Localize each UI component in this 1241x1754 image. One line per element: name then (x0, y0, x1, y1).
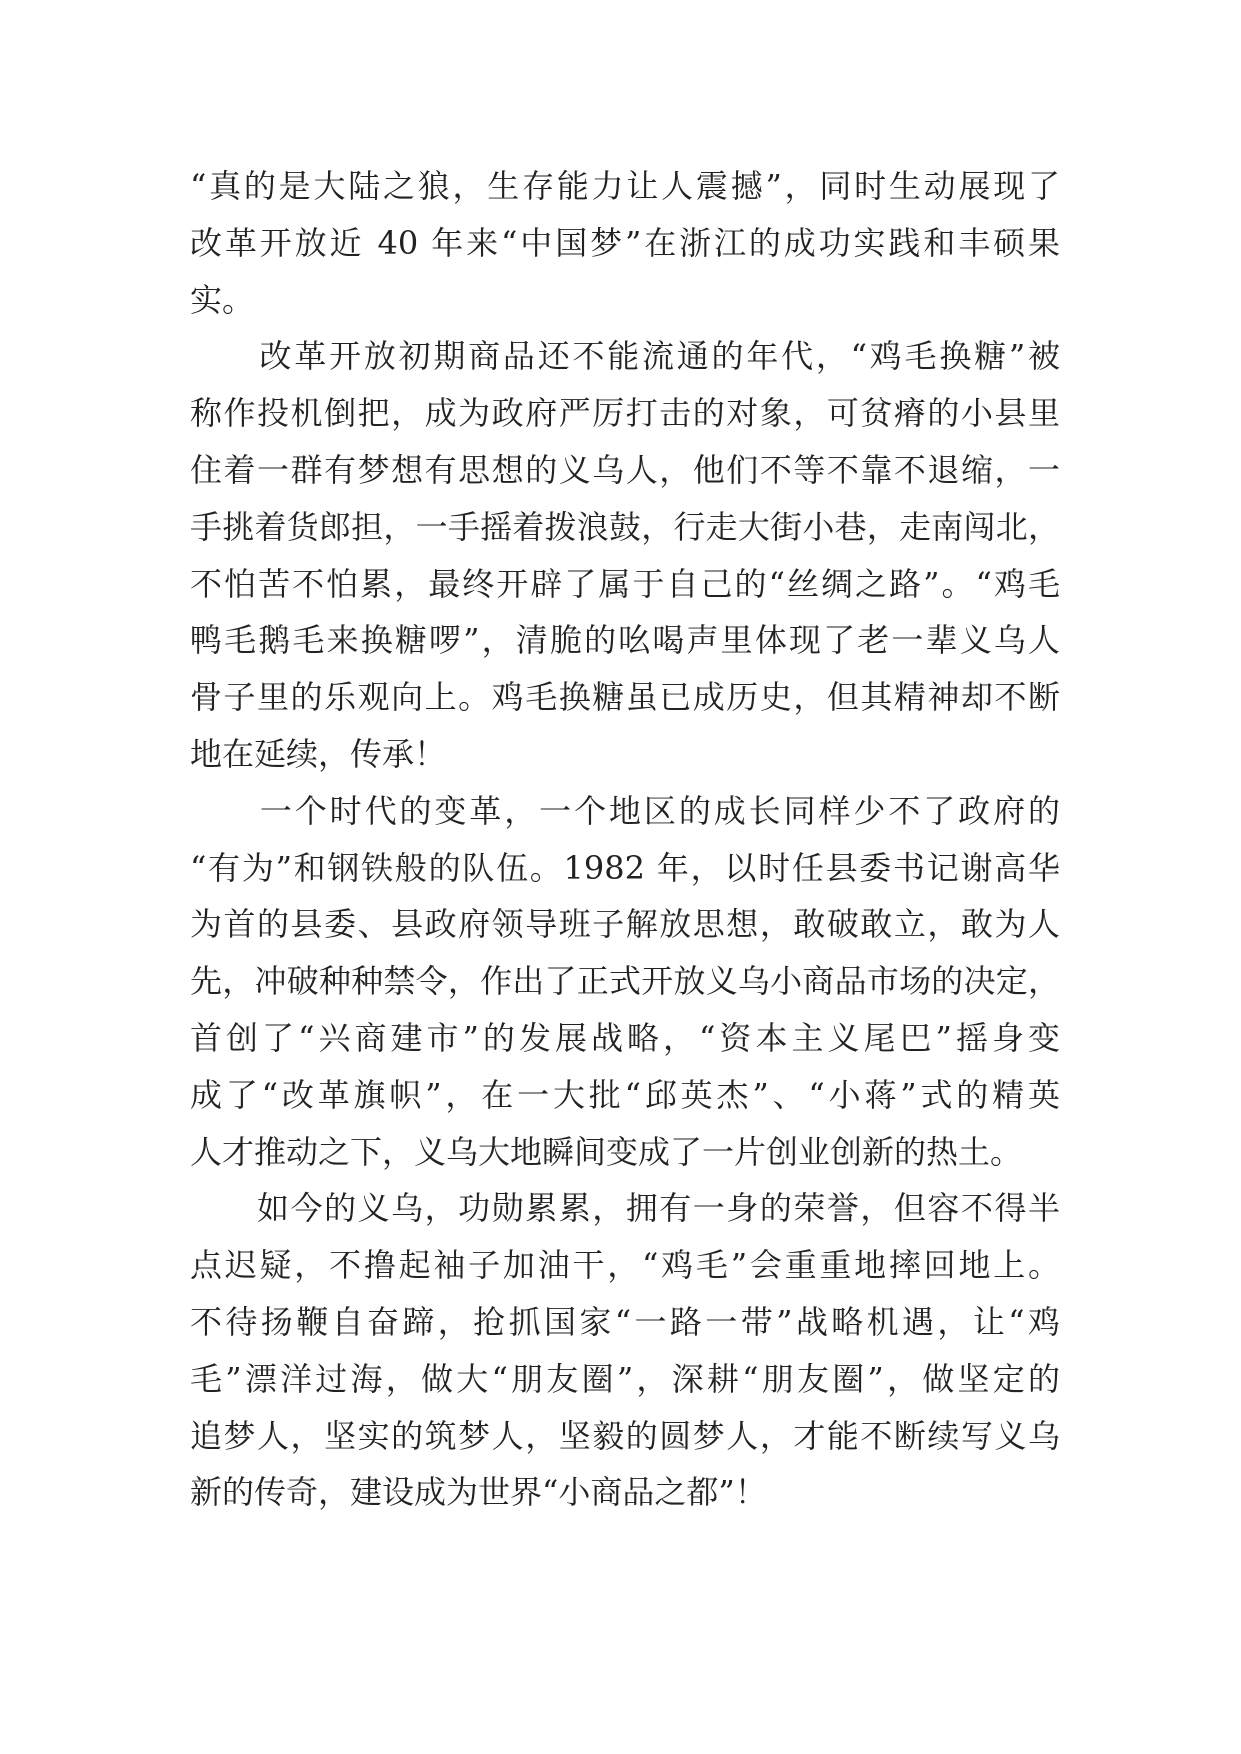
paragraph-4 (190, 1180, 1060, 1521)
text-line: 不待扬鞭自奋蹄，抢抓国家“一路一带”战略机遇，让“鸡 (190, 1302, 1060, 1341)
paragraph-3 (190, 783, 1060, 1181)
text-line: 追梦人，坚实的筑梦人，坚毅的圆梦人，才能不断续写义乌 (190, 1416, 1060, 1455)
text-line: 鸭毛鹅毛来换糖啰”，清脆的吆喝声里体现了老一辈义乌人 (190, 621, 1060, 660)
text-line: 点迟疑，不撸起袖子加油干，“鸡毛”会重重地摔回地上。 (190, 1246, 1060, 1285)
paragraph-1 (190, 158, 1060, 328)
text-line: 如今的义乌，功勋累累，拥有一身的荣誉，但容不得半 (190, 1189, 1060, 1228)
paragraph-2 (190, 328, 1060, 782)
text-line: 改革开放近 40 年来“中国梦”在浙江的成功实践和丰硕果 (190, 223, 1060, 262)
text-line: “有为”和钢铁般的队伍。1982 年，以时任县委书记谢高华 (190, 848, 1060, 887)
text-line: 手挑着货郎担，一手摇着拨浪鼓，行走大街小巷，走南闯北， (190, 507, 1060, 546)
text-line: 不怕苦不怕累，最终开辟了属于自己的“丝绸之路”。“鸡毛 (190, 564, 1060, 603)
text-line: “真的是大陆之狼，生存能力让人震撼”，同时生动展现了 (190, 167, 1060, 205)
text-line: 先，冲破种种禁令，作出了正式开放义乌小商品市场的决定， (190, 962, 1060, 1001)
text-line: 地在延续，传承！ (190, 734, 447, 773)
text-line: 实。 (190, 280, 255, 319)
text-line: 首创了“兴商建市”的发展战略，“资本主义尾巴”摇身变 (190, 1018, 1060, 1057)
text-line: 人才推动之下，义乌大地瞬间变成了一片创业创新的热土。 (190, 1132, 1023, 1171)
text-line: 毛”漂洋过海，做大“朋友圈”，深耕“朋友圈”，做坚定的 (190, 1359, 1060, 1398)
text-line: 一个时代的变革，一个地区的成长同样少不了政府的 (190, 791, 1060, 830)
text-line: 住着一群有梦想有思想的义乌人，他们不等不靠不退缩，一 (190, 450, 1060, 489)
text-line: 为首的县委、县政府领导班子解放思想，敢破敢立，敢为人 (190, 905, 1060, 944)
body-text (190, 158, 1060, 1521)
text-line: 成了“改革旗帜”，在一大批“邱英杰”、“小蒋”式的精英 (190, 1075, 1060, 1114)
text-line: 称作投机倒把，成为政府严厉打击的对象，可贫瘠的小县里 (190, 394, 1060, 433)
text-line: 改革开放初期商品还不能流通的年代，“鸡毛换糖”被 (190, 337, 1060, 376)
text-line: 骨子里的乐观向上。鸡毛换糖虽已成历史，但其精神却不断 (190, 678, 1060, 717)
text-line: 新的传奇，建设成为世界“小商品之都”！ (190, 1473, 767, 1512)
